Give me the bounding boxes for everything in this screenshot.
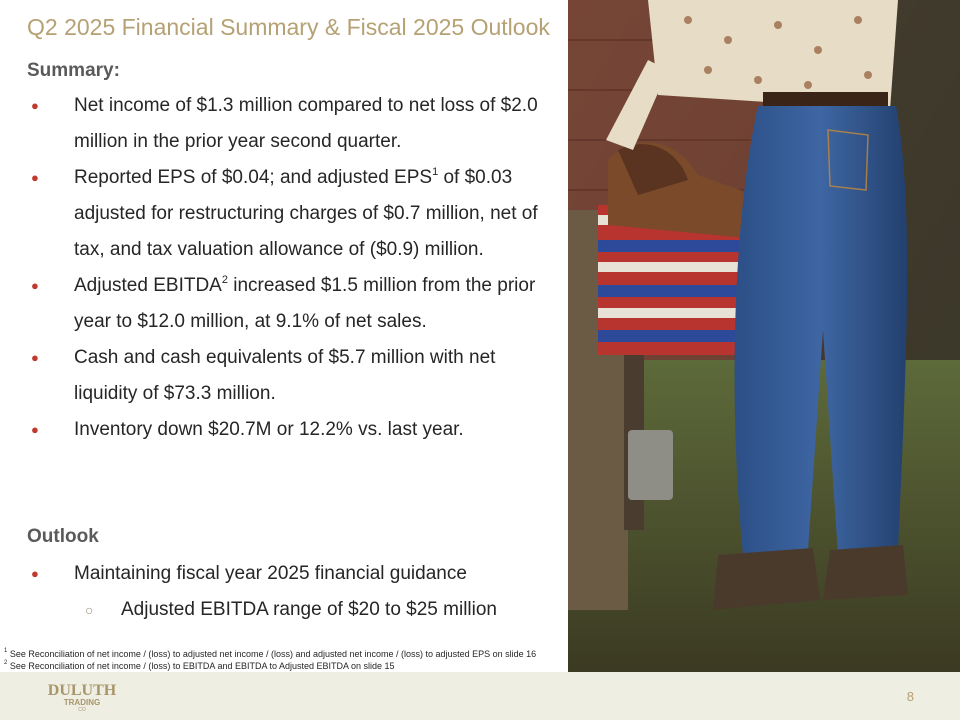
bullet-text-end: increased $1.5 million from the prior year to $12.0 million, at 9.1% of net sales. <box>74 275 536 332</box>
summary-bullet-inventory <box>27 412 557 448</box>
summary-bullet-eps <box>27 160 557 268</box>
footnote-marker: 1 <box>432 165 439 178</box>
bullet-text: Maintaining fiscal year 2025 financial guidance <box>74 563 467 584</box>
bullet-text-start: Reported EPS of $0.04; and adjusted EPS <box>74 167 433 188</box>
sub-bullet-text: Adjusted EBITDA range of $20 to $25 million <box>121 599 498 620</box>
svg-text:TRADING: TRADING <box>63 698 101 707</box>
bullet-text: Inventory down $20.7M or 12.2% vs. last year. <box>74 419 464 440</box>
footnotes <box>4 648 564 672</box>
bullet-text-end: of $0.03 adjusted for restructuring charges of $0.7 million, net of tax, and tax valuation allowance of ($0.9) million. <box>74 167 538 260</box>
bullet-dot-icon <box>31 412 39 448</box>
hollow-bullet-icon <box>85 592 93 628</box>
outlook-sub-bullet-ebitda-range <box>27 592 557 628</box>
hero-photo <box>568 0 960 672</box>
bullet-dot-icon <box>31 160 39 196</box>
bullet-text: Cash and cash equivalents of $5.7 million with net liquidity of $73.3 million. <box>74 347 496 404</box>
bullet-dot-icon <box>31 340 39 376</box>
outlook-bullet-guidance <box>27 556 557 592</box>
summary-bullet-list <box>27 88 557 448</box>
outlook-heading: Outlook <box>27 526 99 547</box>
page-number: 8 <box>906 689 914 704</box>
summary-heading: Summary: <box>27 60 120 81</box>
svg-text:DULUTH: DULUTH <box>47 682 117 699</box>
summary-bullet-net-income <box>27 88 557 160</box>
footnote-marker: 2 <box>221 273 228 286</box>
footnote-2: $^2$ See Reconciliation of net income / (loss) to EBITDA and EBITDA to Adjusted EBITDA on slide 15 <box>4 660 395 671</box>
summary-bullet-cash <box>27 340 557 412</box>
footer-band <box>0 672 960 720</box>
summary-bullet-ebitda <box>27 268 557 340</box>
bullet-dot-icon <box>31 88 39 124</box>
svg-text:CO: CO <box>78 707 86 712</box>
bullet-dot-icon <box>31 268 39 304</box>
bullet-dot-icon <box>31 556 39 592</box>
bullet-text-start: Adjusted EBITDA <box>74 275 222 296</box>
bullet-text: Net income of $1.3 million compared to net loss of $2.0 million in the prior year second quarter. <box>74 95 538 152</box>
duluth-trading-logo <box>40 680 124 712</box>
outlook-bullet-list <box>27 556 557 628</box>
slide-title: Q2 2025 Financial Summary & Fiscal 2025 Outlook <box>27 14 550 40</box>
footnote-1: $^1$ See Reconciliation of net income / (loss) to adjusted net income / (loss) and adjusted net income / (loss) to adjusted EPS on slide 16 <box>4 648 537 659</box>
